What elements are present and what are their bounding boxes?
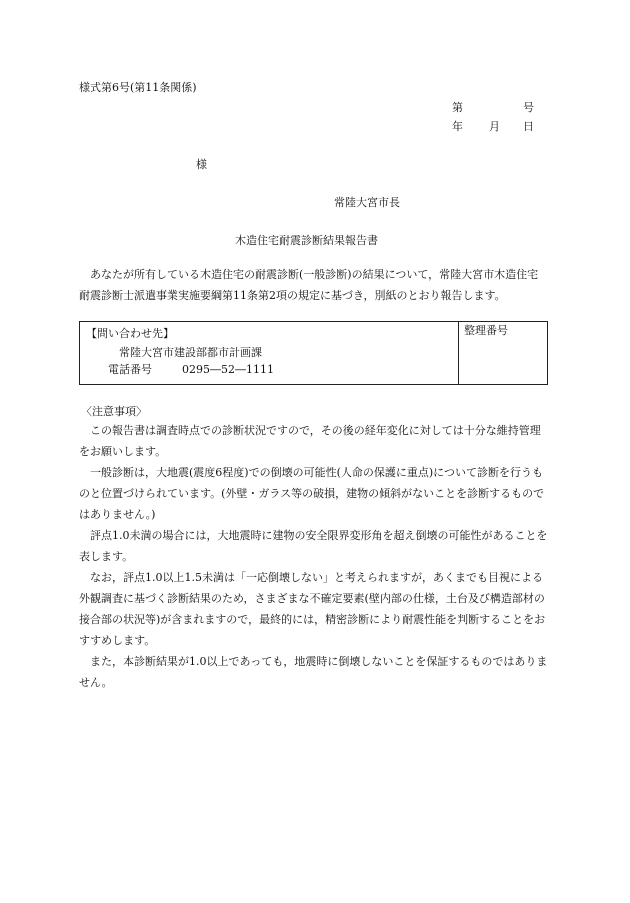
- contact-box-divider: [458, 322, 459, 384]
- issuer-name: 常陸大宮市長: [334, 196, 400, 209]
- form-label: 様式第6号(第11条関係): [79, 81, 197, 94]
- reference-number-label: 整理番号: [464, 324, 508, 337]
- number-suffix: 号: [523, 101, 534, 114]
- date-year: 年: [452, 120, 463, 133]
- note-item: また，本診断結果が1.0以上であっても，地震時に倒壊しないことを保証するものではありません。: [79, 655, 548, 689]
- notes-heading: 〈注意事項〉: [81, 405, 147, 418]
- contact-box: [79, 321, 548, 385]
- contact-department: 常陸大宮市建設部都市計画課: [119, 346, 262, 359]
- date-month: 月: [489, 120, 500, 133]
- recipient-suffix: 様: [196, 158, 207, 171]
- date-day: 日: [523, 120, 534, 133]
- contact-phone-label: 電話番号: [108, 363, 152, 376]
- note-item: 評点1.0未満の場合には，大地震時に建物の安全限界変形角を超え倒壊の可能性があることを表します。: [79, 529, 548, 563]
- contact-heading: 【問い合わせ先】: [86, 327, 174, 340]
- note-item: 一般診断は，大地震(震度6程度)での倒壊の可能性(人命の保護に重点)について診断を行うものと位置づけられています。(外壁・ガラス等の破損，建物の傾斜がないことを診断するものではありません。): [79, 466, 545, 521]
- note-item: なお，評点1.0以上1.5未満は「一応倒壊しない」と考えられますが，あくまでも目視による外観調査に基づく診断結果のため，さまざまな不確定要素(壁内部の仕様，土台及び構造部材の接合部の状況等)が含まれますので，最終的には，精密診断により耐震性能を判断することをおすすめします。: [79, 571, 546, 647]
- document-title: 木造住宅耐震診断結果報告書: [235, 234, 378, 247]
- number-prefix: 第: [452, 101, 463, 114]
- note-item: この報告書は調査時点での診断状況ですので，その後の経年変化に対しては十分な維持管理をお願いします。: [79, 424, 541, 458]
- contact-phone-number: 0295―52―1111: [182, 363, 274, 376]
- intro-paragraph: あなたが所有している木造住宅の耐震診断(一般診断)の結果について，常陸大宮市木造住宅耐震診断士派遣事業実施要綱第11条第2項の規定に基づき，別紙のとおり報告します。: [79, 268, 539, 302]
